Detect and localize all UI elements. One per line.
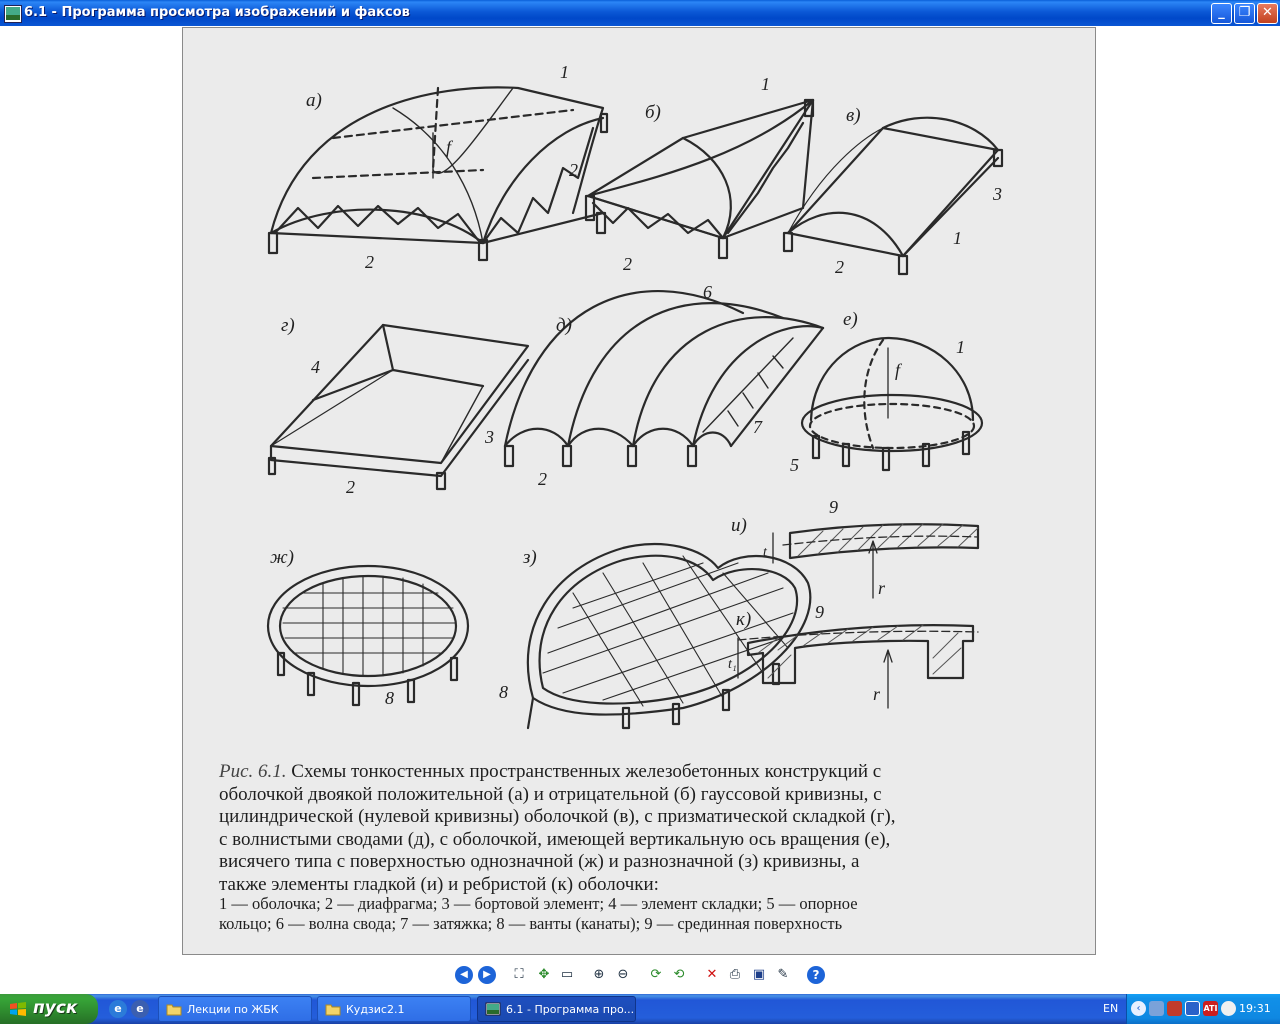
label-g: г) <box>281 315 295 336</box>
zoom-out-icon[interactable]: ⊖ <box>617 967 629 982</box>
svg-text:t: t <box>763 545 767 560</box>
figure-i <box>773 524 978 598</box>
shell-structures-drawing <box>183 28 1096 756</box>
next-image-icon[interactable]: ▶ <box>478 966 496 984</box>
window-title: 6.1 - Программа просмотра изображений и факсов <box>24 5 410 20</box>
label-b: б) <box>645 102 661 123</box>
rotate-counterclockwise-icon[interactable]: ⟲ <box>673 967 685 982</box>
label-d: д) <box>556 315 572 336</box>
svg-text:1: 1 <box>956 337 965 357</box>
svg-text:2: 2 <box>346 477 355 497</box>
label-a: а) <box>306 90 322 111</box>
image-canvas <box>182 27 1096 955</box>
svg-text:f: f <box>446 137 452 157</box>
svg-text:1: 1 <box>761 74 770 94</box>
label-k: к) <box>736 609 752 630</box>
system-tray <box>1126 994 1280 1024</box>
image-viewer-icon <box>4 5 22 23</box>
svg-text:2: 2 <box>538 469 547 489</box>
task-image-viewer[interactable]: 6.1 - Программа про... <box>477 996 636 1022</box>
folder-icon <box>166 1002 182 1016</box>
delete-icon[interactable]: ✕ <box>706 967 718 982</box>
figure-a <box>269 87 607 260</box>
actual-size-icon[interactable]: ✥ <box>538 967 550 982</box>
svg-text:1: 1 <box>560 62 569 82</box>
minimize-button[interactable]: _ <box>1211 3 1232 24</box>
label-zh: ж) <box>270 547 295 568</box>
driver-icon[interactable] <box>1185 1001 1200 1016</box>
rotate-clockwise-icon[interactable]: ⟳ <box>650 967 662 982</box>
save-icon[interactable]: ▣ <box>752 967 766 982</box>
label-i: и) <box>731 515 747 536</box>
figure-e <box>802 338 982 470</box>
show-desktop-icon[interactable]: e <box>131 1000 149 1018</box>
svg-text:f: f <box>895 360 901 380</box>
previous-image-icon[interactable]: ◀ <box>455 966 473 984</box>
svg-text:r: r <box>873 684 881 704</box>
folder-icon <box>325 1002 341 1016</box>
figure-z <box>528 544 810 728</box>
language-indicator[interactable]: EN <box>1103 1002 1119 1015</box>
svg-text:2: 2 <box>623 254 632 274</box>
task-folder-lectures[interactable]: Лекции по ЖБК <box>158 996 312 1022</box>
figure-legend: 1 — оболочка; 2 — диафрагма; 3 — бортовой элемент; 4 — элемент складки; 5 — опорное кольцо; 6 — волна свода; 7 — затяжка; 8 — ванты (канаты); 9 — срединная поверхность <box>219 894 858 933</box>
volume-icon[interactable] <box>1221 1001 1236 1016</box>
svg-text:t₁: t₁ <box>728 657 737 672</box>
svg-text:1: 1 <box>953 228 962 248</box>
svg-text:5: 5 <box>790 455 799 475</box>
figure-caption: Рис. 6.1. Схемы тонкостенных пространственных железобетонных конструкций с оболочкой двоякой положительной (а) и отрицательной (б) гауссовой кривизны, с цилиндрической (нулевой кривизны) оболочкой (в), с призматической складкой (г), с волнистыми сводами (д), с оболочкой, имеющей вертикальную ось вращения (е), висячего типа с поверхностью однозначной (ж) и разнозначной (з) кривизны, а также элементы гладкой (и) и ребристой (к) оболочки: <box>219 761 896 895</box>
svg-text:2: 2 <box>569 160 578 180</box>
tray-collapse-icon[interactable]: ‹ <box>1131 1001 1146 1016</box>
label-z: з) <box>523 547 537 568</box>
image-viewer-icon <box>485 1002 501 1016</box>
title-bar[interactable] <box>0 0 1280 26</box>
slideshow-icon[interactable]: ▭ <box>560 967 574 982</box>
figure-c <box>784 118 1002 274</box>
network-icon[interactable] <box>1149 1001 1164 1016</box>
ati-icon[interactable]: ATI <box>1203 1001 1218 1016</box>
internet-explorer-icon[interactable]: e <box>109 1000 127 1018</box>
svg-text:2: 2 <box>365 252 374 272</box>
windows-flag-icon <box>9 1001 27 1017</box>
figure-b <box>586 100 813 258</box>
task-folder-kudzis[interactable]: Кудзис2.1 <box>317 996 471 1022</box>
label-e: е) <box>843 309 858 330</box>
best-fit-icon[interactable]: ⛶ <box>514 967 524 982</box>
open-editor-icon[interactable]: ✎ <box>777 967 789 982</box>
svg-text:7: 7 <box>753 417 762 437</box>
svg-text:8: 8 <box>385 688 394 708</box>
security-alert-icon[interactable] <box>1167 1001 1182 1016</box>
close-button[interactable]: ✕ <box>1257 3 1278 24</box>
figure-number: Рис. 6.1. <box>219 761 287 782</box>
svg-text:r: r <box>878 578 886 598</box>
figure-d <box>505 291 823 466</box>
start-label: пуск <box>33 998 78 1018</box>
svg-text:9: 9 <box>815 602 824 622</box>
restore-button[interactable]: ❐ <box>1234 3 1255 24</box>
start-button[interactable] <box>0 994 98 1024</box>
svg-text:3: 3 <box>485 427 494 447</box>
clock[interactable]: 19:31 <box>1239 1002 1271 1015</box>
svg-text:4: 4 <box>311 357 320 377</box>
taskbar <box>0 994 1280 1024</box>
zoom-in-icon[interactable]: ⊕ <box>593 967 605 982</box>
svg-text:3: 3 <box>993 184 1002 204</box>
label-v: в) <box>846 105 861 126</box>
svg-text:9: 9 <box>829 497 838 517</box>
print-icon[interactable]: ⎙ <box>729 967 741 982</box>
svg-text:6: 6 <box>703 282 712 302</box>
svg-text:8: 8 <box>499 682 508 702</box>
figure-g <box>269 325 528 489</box>
viewer-toolbar <box>0 962 1280 990</box>
svg-text:2: 2 <box>835 257 844 277</box>
figure-zh <box>268 566 468 705</box>
help-icon[interactable]: ? <box>807 966 825 984</box>
